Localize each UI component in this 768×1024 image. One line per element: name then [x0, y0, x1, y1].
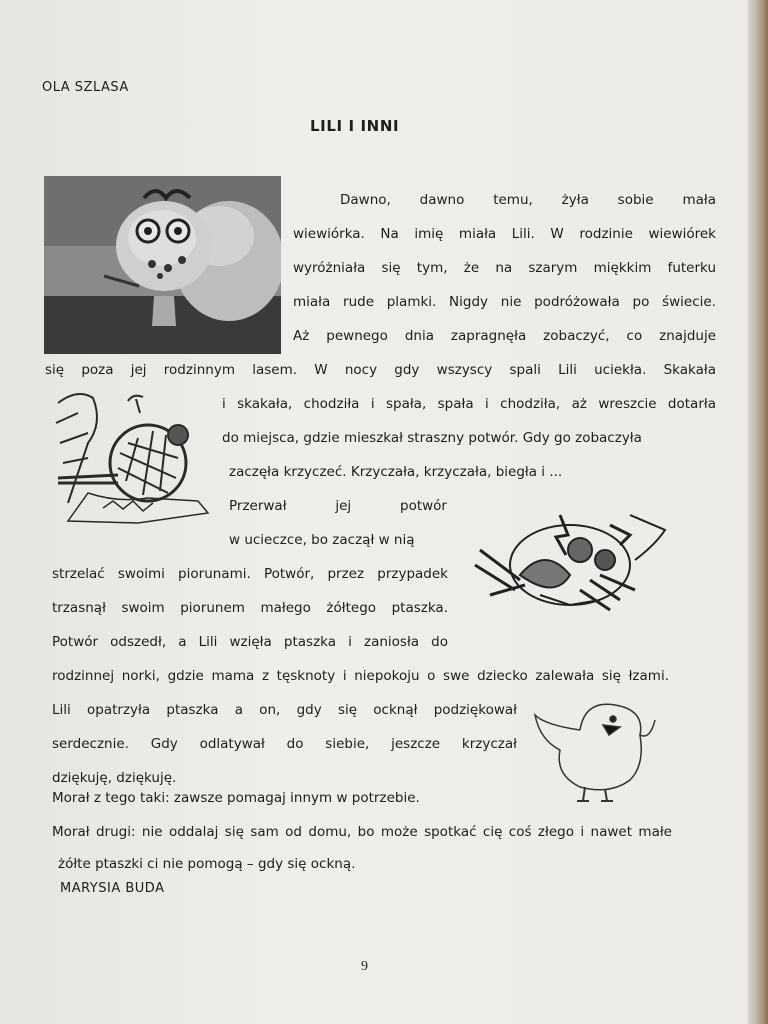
- story-line: dziękuję, dziękuję.: [52, 770, 177, 786]
- author-name: OLA SZLASA: [42, 80, 129, 95]
- story-line: zaczęła krzyczeć. Krzyczała, krzyczała, biegła i ...: [229, 464, 563, 480]
- moral-line: Morał z tego taki: zawsze pomagaj innym w potrzebie.: [52, 790, 420, 806]
- story-line: do miejsca, gdzie mieszkał straszny potwór. Gdy go zobaczyła: [222, 430, 642, 446]
- story-line: się poza jej rodzinnym lasem. W nocy gdy wszyscy spali Lili uciekła. Skakała: [45, 362, 716, 378]
- story-line: Dawno, dawno temu, żyła sobie mała: [340, 192, 716, 208]
- squirrel-drawing-icon: [44, 176, 281, 354]
- signature: MARYSIA BUDA: [60, 881, 165, 896]
- moral-line: żółte ptaszki ci nie pomogą – gdy się ockną.: [58, 856, 356, 872]
- story-line: rodzinnej norki, gdzie mama z tęsknoty i niepokoju o swe dziecko zalewała się łzami.: [52, 668, 669, 684]
- story-line: miała rude plamki. Nigdy nie podróżowała po świecie.: [293, 294, 716, 310]
- chick-drawing-icon: [525, 695, 660, 805]
- moral-line: Morał drugi: nie oddalaj się sam od domu, bo może spotkać cię coś złego i nawet małe: [52, 824, 672, 840]
- story-line: Aż pewnego dnia zapragnęła zobaczyć, co znajduje: [293, 328, 716, 344]
- story-line: Lili opatrzyła ptaszka a on, gdy się ocknął podziękował: [52, 702, 517, 718]
- story-line: strzelać swoimi piorunami. Potwór, przez przypadek: [52, 566, 448, 582]
- story-line: wyróżniała się tym, że na szarym miękkim futerku: [293, 260, 716, 276]
- story-line: wiewiórka. Na imię miała Lili. W rodzinie wiewiórek: [293, 226, 716, 242]
- monster-drawing-icon: [48, 383, 213, 533]
- story-line: Przerwał jej potwór: [229, 498, 447, 514]
- story-line: i skakała, chodziła i spała, spała i chodziła, aż wreszcie dotarła: [222, 396, 716, 412]
- story-line: w ucieczce, bo zaczął w nią: [229, 532, 415, 548]
- bird-attack-drawing-icon: [460, 505, 674, 615]
- page-number: 9: [361, 959, 368, 974]
- story-line: Potwór odszedł, a Lili wzięła ptaszka i zaniosła do: [52, 634, 448, 650]
- story-title: LILI I INNI: [310, 117, 400, 135]
- story-line: trzasnął swoim piorunem małego żółtego ptaszka.: [52, 600, 448, 616]
- page-edge: [748, 0, 768, 1024]
- story-line: serdecznie. Gdy odlatywał do siebie, jeszcze krzyczał: [52, 736, 517, 752]
